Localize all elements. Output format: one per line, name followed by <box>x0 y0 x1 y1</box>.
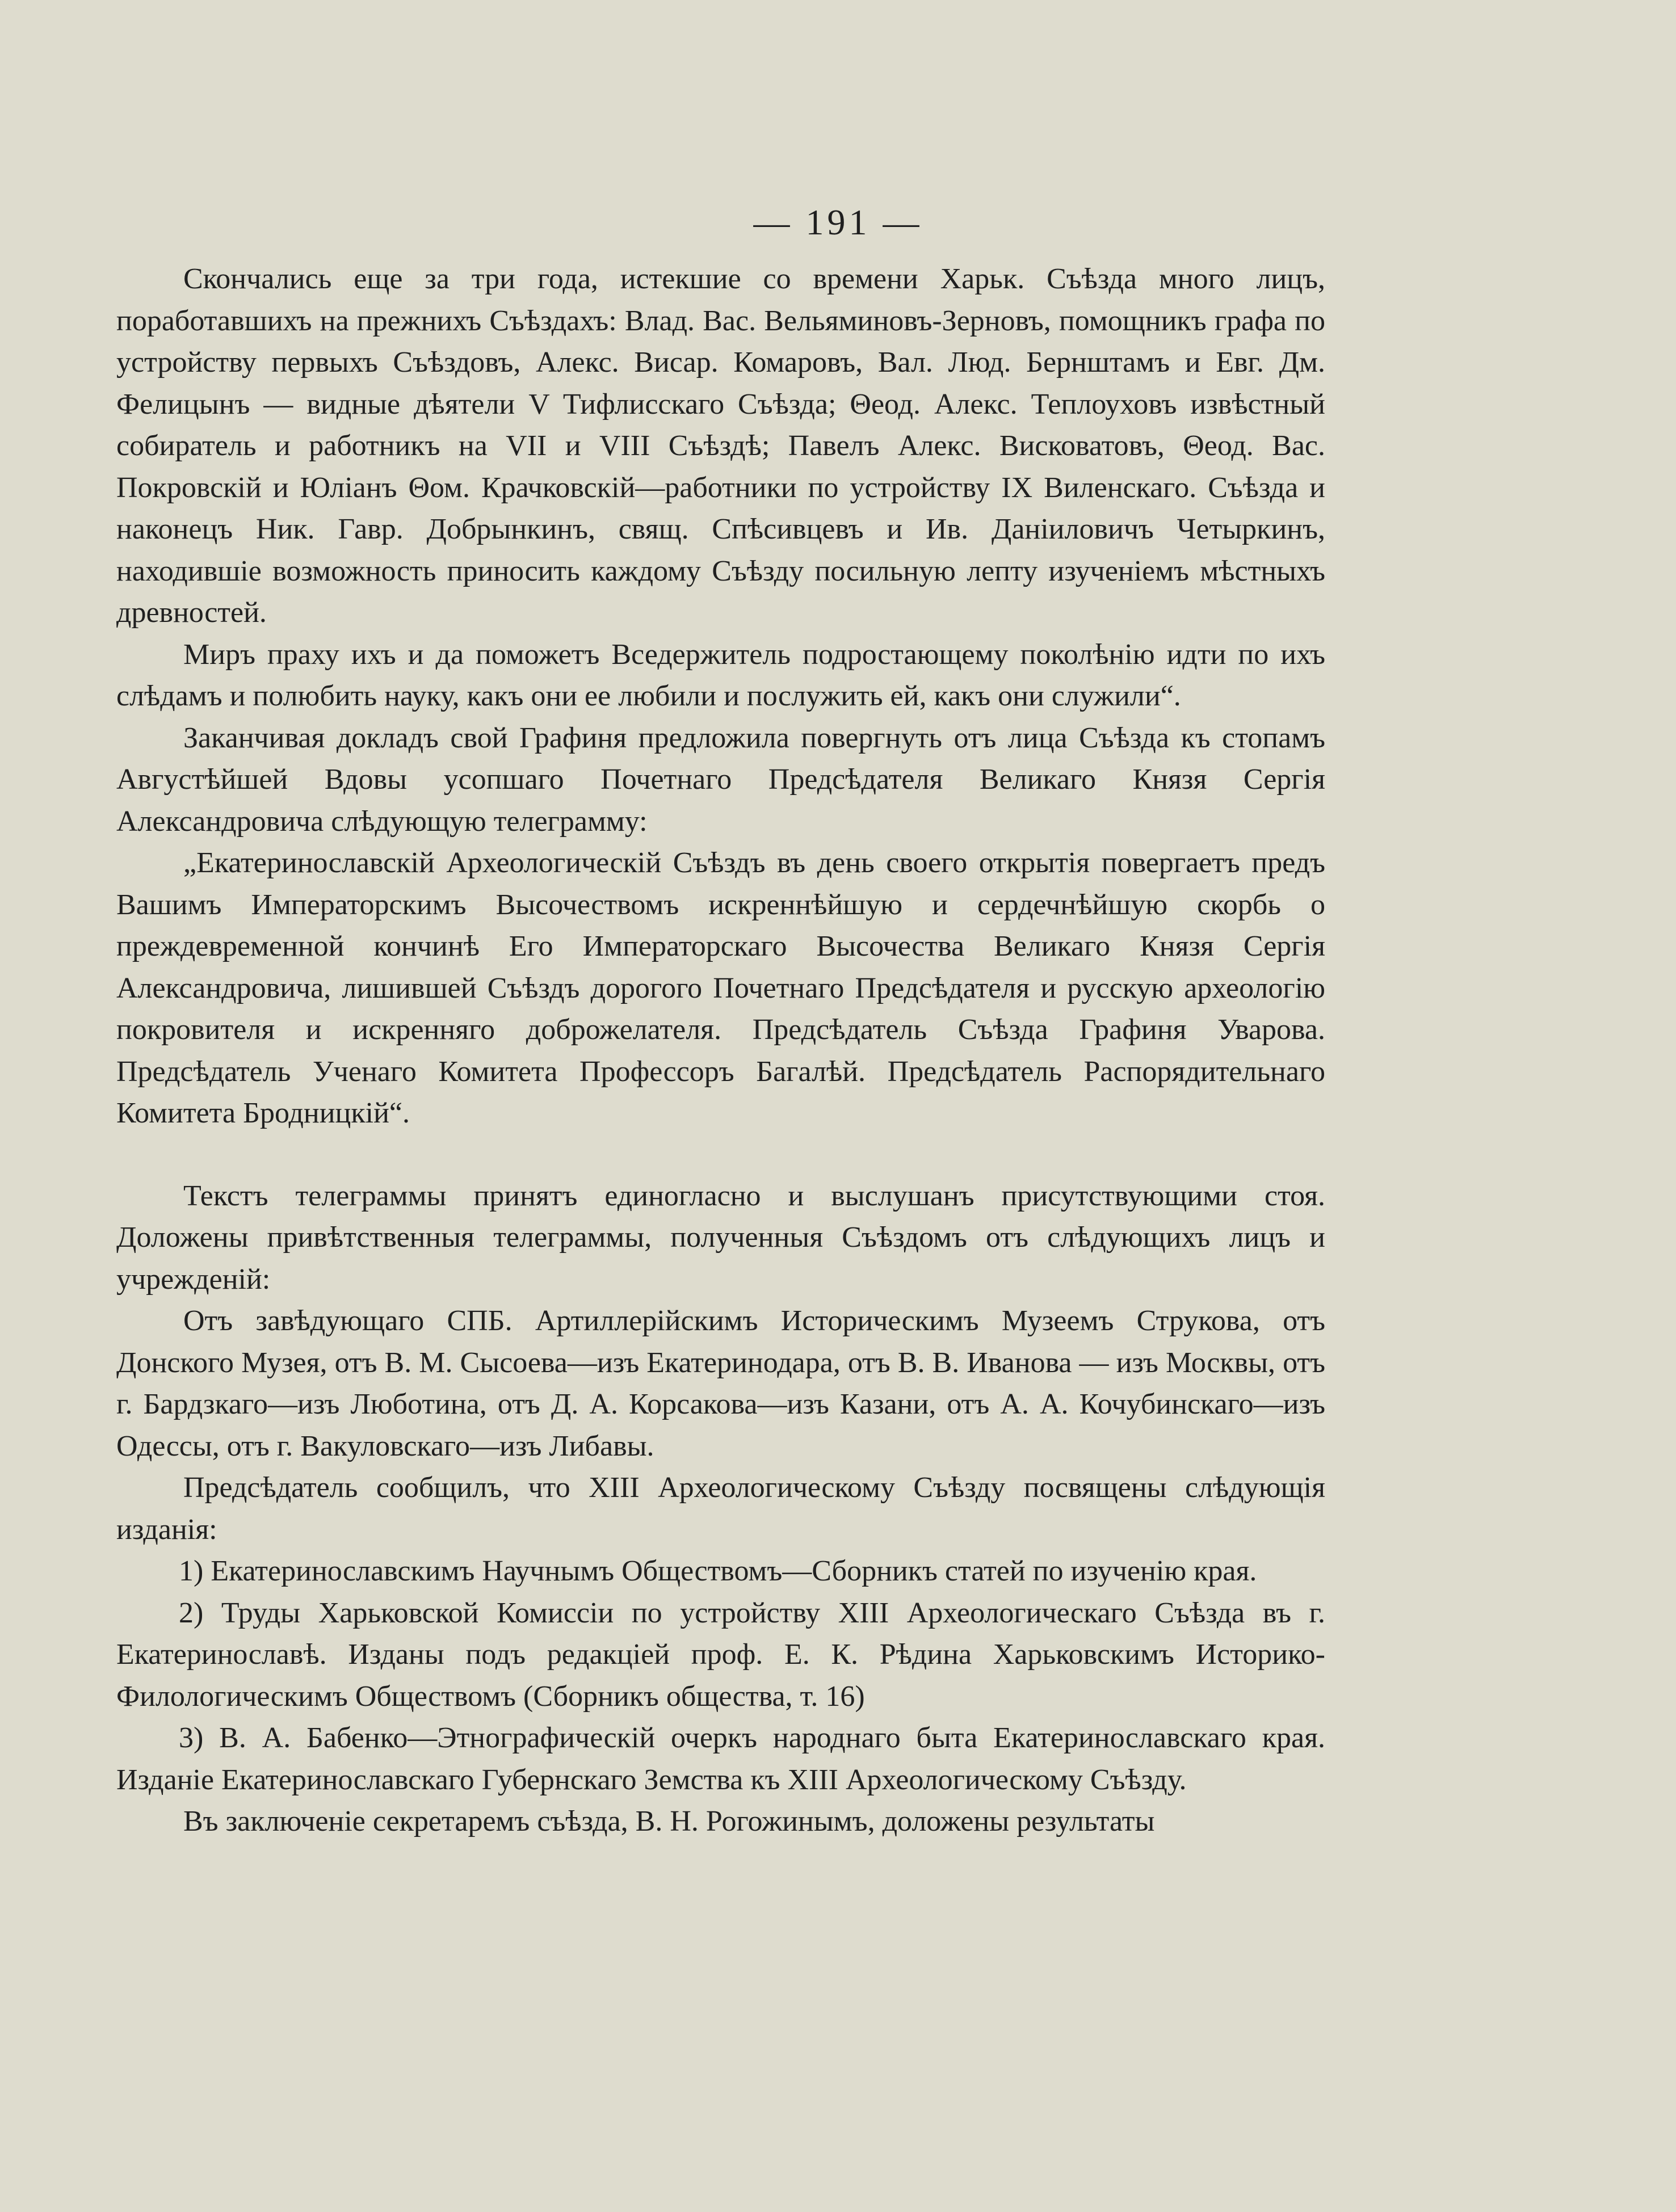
paragraph-telegram-text: „Екатеринославскій Археологическій Съѣздъ въ день своего открытія повергаетъ предъ Вашимъ Императорскимъ Высочествомъ искреннѣйшую и сердечнѣйшую скорбь о преждевременной кончинѣ Его Императорскаго Высочества Великаго Князя Сергія Александровича, лишившей Съѣздъ дорогого Почетнаго Предсѣдателя и русскую археологію покровителя и искренняго доброжелателя. Предсѣдатель Съѣзда Графиня Уварова. Предсѣдатель Ученаго Комитета Профессоръ Багалѣй. Предсѣдатель Распорядительнаго Комитета Бродницкій“. <box>116 847 1325 1129</box>
paragraph-greetings-list: Отъ завѣдующаго СПБ. Артиллерійскимъ Историческимъ Музеемъ Струкова, отъ Донского Музея, отъ В. М. Сысоева—изъ Екатеринодара, отъ В. В. Иванова — изъ Москвы, отъ г. Бардзкаго—изъ Люботина, отъ Д. А. Корсакова—изъ Казани, отъ А. А. Кочубинскаго—изъ Одессы, отъ г. Вакуловскаго—изъ Либавы. <box>116 1305 1325 1462</box>
body-text <box>116 258 1325 1843</box>
paragraph-conclusion: Въ заключеніе секретаремъ съѣзда, В. Н. Рогожинымъ, доложены результаты <box>183 1805 1155 1837</box>
paragraph-gap <box>116 1134 1325 1175</box>
publication-item-3: 3) В. А. Бабенко—Этнографическій очеркъ народнаго быта Екатеринославскаго края. Изданіе Екатеринославскаго Губернскаго Земства къ XIII Археологическому Съѣзду. <box>116 1722 1325 1796</box>
paragraph-telegram-proposal: Заканчивая докладъ свой Графиня предложила повергнуть отъ лица Съѣзда къ стопамъ Августѣйшей Вдовы усопшаго Почетнаго Предсѣдателя Великаго Князя Сергія Александровича слѣдующую телеграмму: <box>116 721 1325 838</box>
publication-item-2: 2) Труды Харьковской Комиссіи по устройству XIII Археологическаго Съѣзда въ г. Екатеринославѣ. Изданы подъ редакціей проф. Е. К. Рѣдина Харьковскимъ Историко-Филологическимъ Обществомъ (Сборникъ общества, т. 16) <box>116 1596 1325 1713</box>
paragraph-deceased-members: Скончались еще за три года, истекшие со времени Харьк. Съѣзда много лицъ, поработавшихъ на прежнихъ Съѣздахъ: Влад. Вас. Вельяминовъ-Зерновъ, помощникъ графа по устройству первыхъ Съѣздовъ, Алекс. Висар. Комаровъ, Вал. Люд. Бернштамъ и Евг. Дм. Фелицынъ — видные дѣятели V Тифлисскаго Съѣзда; Θеод. Алекс. Теплоуховъ извѣстный собиратель и работникъ на VII и VIII Съѣздѣ; Павелъ Алекс. Висковатовъ, Θеод. Вас. Покровскій и Юліанъ Θом. Крачковскій—работники по устройству IX Виленскаго. Съѣзда и наконецъ Ник. Гавр. Добрынкинъ, свящ. Спѣсивцевъ и Ив. Даніиловичъ Четыркинъ, находившіе возможность приносить каждому Съѣзду посильную лепту изученіемъ мѣстныхъ древностей. <box>116 263 1325 629</box>
publication-item-1: 1) Екатеринославскимъ Научнымъ Обществомъ—Сборникъ статей по изученію края. <box>179 1555 1257 1587</box>
paragraph-telegram-accepted: Текстъ телеграммы принятъ единогласно и выслушанъ присутствующими стоя. Доложены привѣтственныя телеграммы, полученныя Съѣздомъ отъ слѣдующихъ лицъ и учрежденій: <box>116 1179 1325 1296</box>
page-number: — 191 — <box>753 202 923 242</box>
paragraph-memorial: Миръ праху ихъ и да поможетъ Вседержитель подростающему поколѣнію идти по ихъ слѣдамъ и полюбить науку, какъ они ее любили и послужить ей, какъ они служили“. <box>116 638 1325 712</box>
paragraph-publications-intro: Предсѣдатель сообщилъ, что XIII Археологическому Съѣзду посвящены слѣдующія изданія: <box>116 1471 1325 1546</box>
